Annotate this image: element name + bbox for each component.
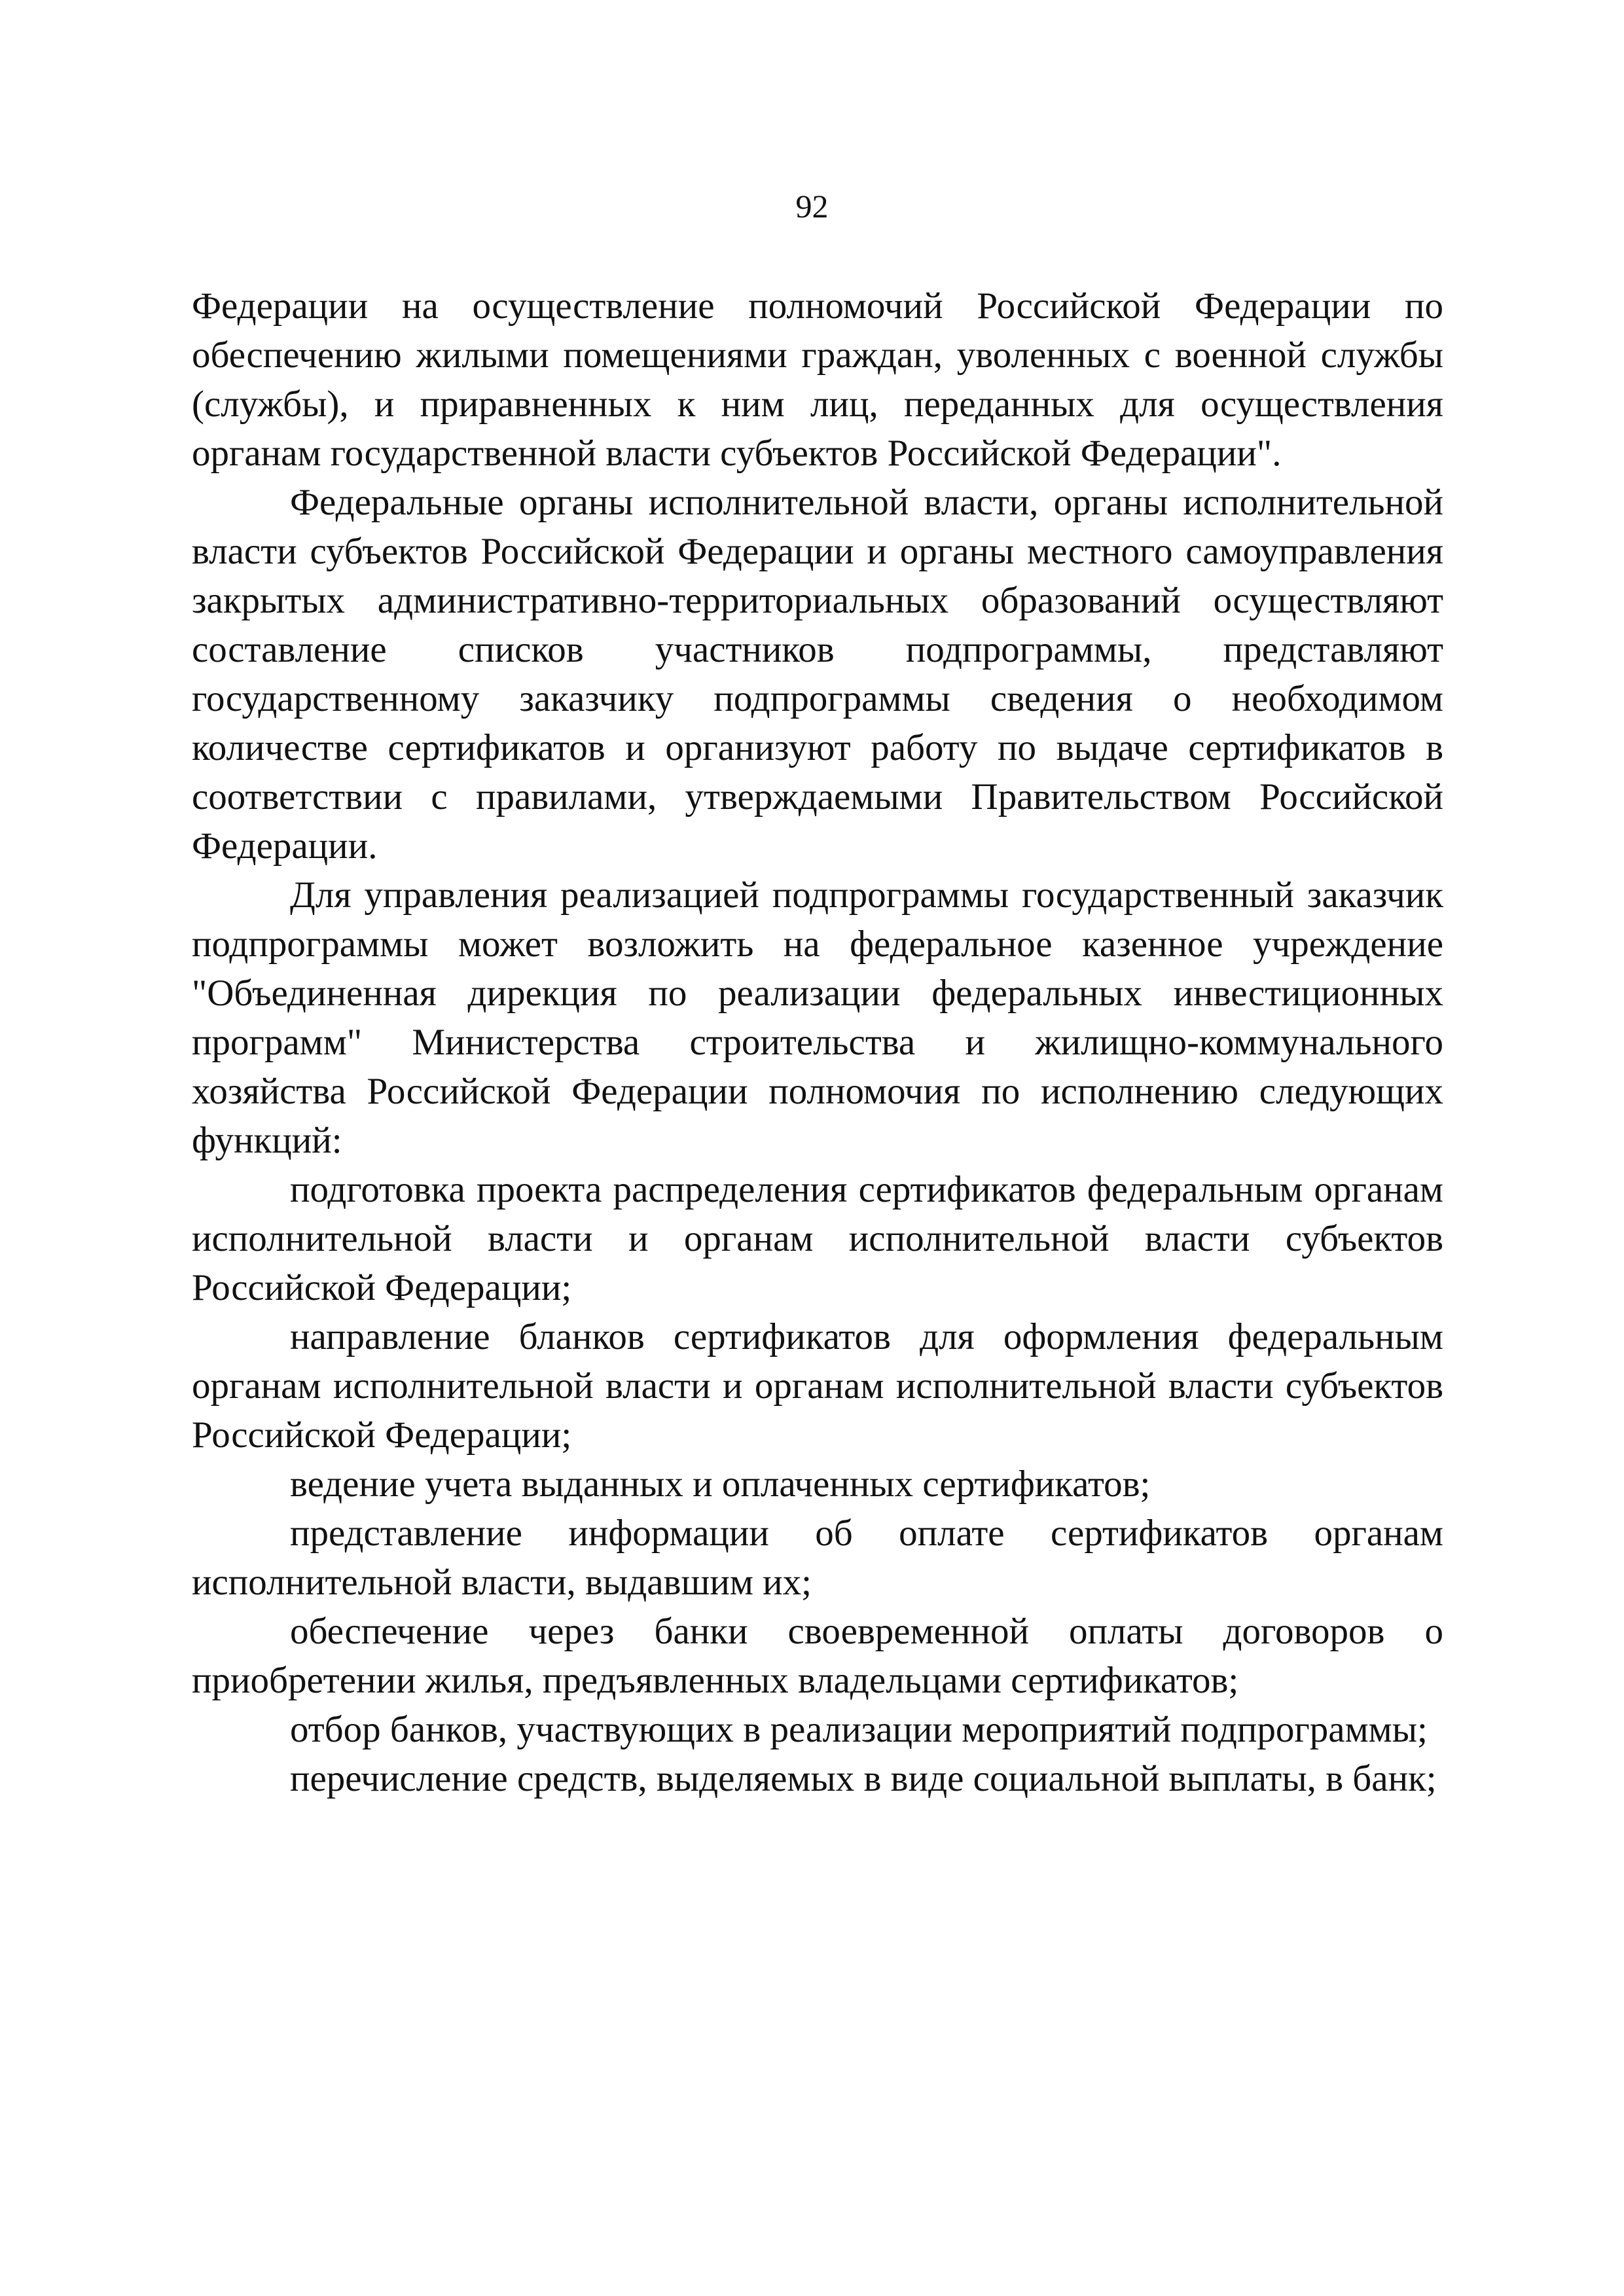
list-item-bank-selection: отбор банков, участвующих в реализации мероприятий подпрограммы; bbox=[290, 1709, 1428, 1750]
list-item-blank-forms: направление бланков сертификатов для оформления федеральным органам исполнительной власти и органам исполнительной власти субъектов Российской Федерации; bbox=[192, 1316, 1443, 1456]
list-item-payment: обеспечение через банки своевременной оплаты договоров о приобретении жилья, предъявленных владельцами сертификатов; bbox=[192, 1611, 1443, 1701]
page-number: 92 bbox=[795, 188, 829, 224]
list-item-preparation: подготовка проекта распределения сертификатов федеральным органам исполнительной власти и органам исполнительной власти субъектов Российской Федерации; bbox=[192, 1169, 1443, 1308]
paragraph-federal-organs: Федеральные органы исполнительной власти, органы исполнительной власти субъектов Российской Федерации и органы местного самоуправления закрытых административно-территориальных образований осуществляют составление списков участников подпрограммы, представляют государственному заказчику подпрограммы сведения о необходимом количестве сертификатов и организуют работу по выдаче сертификатов в соответствии с правилами, утверждаемыми Правительством Российской Федерации. bbox=[192, 482, 1443, 867]
list-item-information: представление информации об оплате сертификатов органам исполнительной власти, выдавшим их; bbox=[192, 1513, 1443, 1603]
paragraph-continuation: Федерации на осуществление полномочий Российской Федерации по обеспечению жилыми помещениями граждан, уволенных с военной службы (службы), и приравненных к ним лиц, переданных для осуществления органам государственной власти субъектов Российской Федерации". bbox=[192, 285, 1443, 474]
paragraph-management: Для управления реализацией подпрограммы государственный заказчик подпрограммы может возложить на федеральное казенное учреждение "Объединенная дирекция по реализации федеральных инвестиционных программ" Министерства строительства и жилищно-коммунального хозяйства Российской Федерации полномочия по исполнению следующих функций: bbox=[192, 874, 1443, 1161]
list-item-accounting: ведение учета выданных и оплаченных сертификатов; bbox=[290, 1463, 1151, 1505]
document-body bbox=[192, 281, 1443, 1803]
list-item-transfer: перечисление средств, выделяемых в виде социальной выплаты, в банк; bbox=[290, 1758, 1437, 1799]
